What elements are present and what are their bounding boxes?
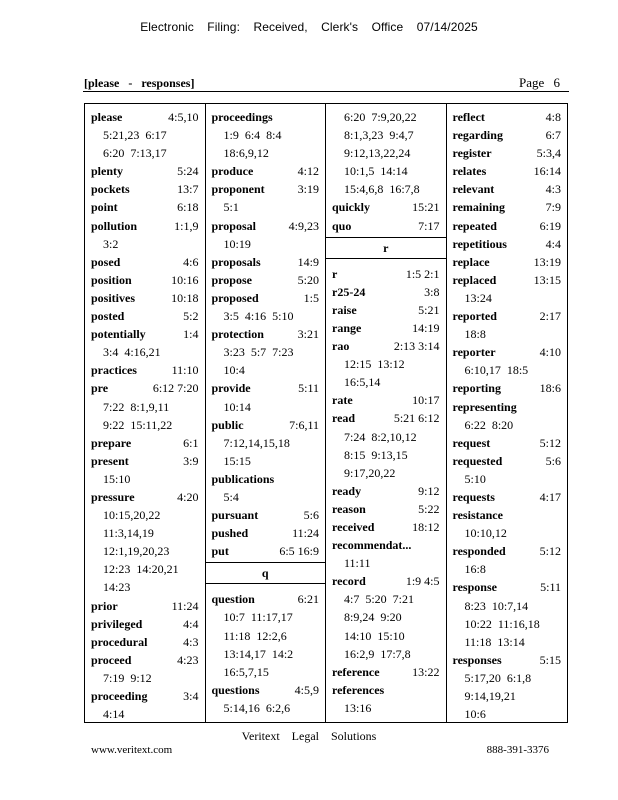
entry-list — [85, 104, 205, 723]
page-line-refs: 16:5,7,15 — [223, 664, 269, 679]
page-line-refs: 13:7 — [177, 182, 199, 197]
page-line-refs: 13:19 — [533, 254, 561, 269]
index-word: put — [211, 544, 229, 559]
index-word: positives — [91, 290, 136, 305]
entry-list — [326, 104, 446, 235]
index-entry — [453, 343, 562, 379]
index-entry — [212, 180, 320, 216]
page-line-refs: 14:23 — [103, 580, 131, 595]
index-entry — [453, 542, 562, 578]
index-entry — [91, 597, 199, 615]
index-entry — [332, 265, 440, 283]
page-line-refs: 6:1 — [183, 435, 199, 450]
page-line-refs: 3:2 — [103, 236, 119, 251]
page-line-refs: 8:9,24 9:20 — [344, 610, 402, 625]
index-entry — [453, 506, 562, 542]
page-line-refs: 1:4 — [183, 327, 199, 342]
page-line-refs: 5:6 — [545, 453, 561, 468]
page-line-refs: 7:9 — [545, 200, 561, 215]
index-word: present — [91, 453, 129, 468]
page-line-refs: 9:17,20,22 — [344, 465, 396, 480]
page-line-refs: 10:16 — [171, 272, 199, 287]
index-word: provide — [211, 381, 251, 396]
page-line-refs: 5:22 — [418, 501, 440, 516]
index-entry — [212, 325, 320, 379]
index-word: raise — [332, 302, 357, 317]
index-word: requested — [452, 453, 503, 468]
index-word: responses — [452, 652, 502, 667]
page-line-refs: 6:22 8:20 — [464, 417, 514, 432]
index-entry — [332, 500, 440, 518]
page-line-refs: 3:23 5:7 7:23 — [223, 345, 294, 360]
index-entry — [212, 162, 320, 180]
footer-company: Veritext Legal Solutions — [241, 729, 377, 743]
page-line-refs: 5:2 — [183, 309, 199, 324]
page-line-refs: 4:3 — [183, 634, 199, 649]
page-line-refs: 5:10 — [464, 471, 486, 486]
index-entry — [453, 126, 562, 144]
entry-list — [206, 104, 326, 560]
page-line-refs: 3:21 — [297, 327, 319, 342]
page-line-refs: 1:9 6:4 8:4 — [223, 128, 282, 143]
page-line-refs: 6:21 — [297, 592, 319, 607]
index-entry — [212, 217, 320, 253]
index-entry — [91, 253, 199, 271]
page-line-refs: 1:9 4:5 — [405, 574, 440, 589]
index-entry — [91, 325, 199, 361]
index-word: record — [332, 574, 366, 589]
page-line-refs: 14:9 — [297, 254, 319, 269]
page-line-refs: 11:3,14,19 — [103, 526, 154, 541]
page-line-refs: 5:14,16 6:2,6 — [223, 700, 291, 715]
index-word: repetitious — [452, 236, 507, 251]
index-word: proposal — [211, 218, 256, 233]
page-line-refs: 11:24 — [171, 598, 199, 613]
index-entry — [453, 217, 562, 235]
index-entry — [332, 572, 440, 662]
index-word: potentially — [91, 327, 146, 342]
index-entry — [453, 651, 562, 723]
page-line-refs: 4:5,10 — [168, 110, 199, 124]
page-line-refs: 4:6 — [183, 254, 199, 269]
page-line-refs: 4:8 — [545, 110, 561, 124]
index-column — [326, 104, 447, 722]
page-line-refs: 5:12 — [539, 435, 561, 450]
index-entry — [212, 253, 320, 271]
index-entry — [332, 409, 440, 481]
index-word: pursuant — [211, 508, 259, 523]
page-line-refs: 2:13 3:14 — [393, 339, 440, 354]
entry-list — [206, 586, 326, 717]
index-word: rate — [332, 393, 353, 408]
index-word: publications — [211, 471, 275, 486]
index-word: replaced — [452, 272, 497, 287]
page-line-refs: 16:8 — [464, 562, 486, 577]
page-line-refs: 7:19 9:12 — [103, 670, 152, 685]
index-entry — [91, 307, 199, 325]
page-line-refs: 3:19 — [297, 182, 319, 197]
index-entry — [453, 379, 562, 397]
index-entry — [212, 542, 320, 560]
index-word: prior — [91, 598, 118, 613]
entry-list — [447, 104, 568, 723]
page-line-refs: 6:10,17 18:5 — [464, 363, 529, 378]
index-entry — [91, 615, 199, 633]
page-line-refs: 5:21 6:12 — [393, 411, 440, 426]
page-line-refs: 3:8 — [424, 284, 440, 299]
index-entry — [453, 235, 562, 253]
index-entry — [453, 180, 562, 198]
index-entry — [453, 108, 562, 126]
index-word: proceeding — [91, 689, 148, 703]
index-word: r — [332, 266, 338, 281]
page-line-refs: 1:5 — [303, 290, 319, 305]
index-entry — [212, 590, 320, 680]
index-word: requests — [452, 489, 495, 504]
index-entry — [91, 651, 199, 687]
index-word: position — [91, 272, 132, 287]
page-line-refs: 6:5 16:9 — [279, 544, 319, 559]
index-word: plenty — [91, 164, 124, 179]
index-entry — [332, 337, 440, 391]
page-line-refs: 10:7 11:17,17 — [223, 610, 293, 625]
index-word: please — [91, 110, 123, 124]
page-line-refs: 9:12,13,22,24 — [344, 146, 411, 161]
page-line-refs: 15:15 — [223, 453, 251, 468]
page-line-refs: 4:5,9 — [294, 682, 319, 697]
page-line-refs: 6:19 — [539, 218, 561, 233]
index-entry — [91, 198, 199, 216]
index-entry — [332, 301, 440, 319]
filing-stamp: Electronic Filing: Received, Clerk's Office 07/14/2025 — [140, 20, 478, 34]
index-entry — [332, 319, 440, 337]
index-entry — [332, 518, 440, 536]
page-line-refs: 1:1,9 — [174, 218, 199, 233]
page-line-refs: 13:22 — [412, 664, 440, 679]
index-entry — [332, 108, 440, 198]
index-entry — [212, 506, 320, 524]
page-line-refs: 5:6 — [303, 508, 319, 523]
index-word: quickly — [332, 200, 371, 215]
index-word: produce — [211, 164, 254, 179]
page-line-refs: 4:4 — [545, 236, 561, 251]
index-entry — [91, 217, 199, 253]
index-word: quo — [332, 218, 352, 233]
page-line-refs: 1:5 2:1 — [405, 266, 440, 281]
index-range-header: [please - responses] — [84, 76, 195, 90]
page-line-refs: 5:3,4 — [536, 146, 561, 161]
index-entry — [91, 361, 199, 379]
page-line-refs: 12:1,19,20,23 — [103, 544, 170, 559]
page-line-refs: 16:14 — [533, 164, 561, 179]
index-word: proceedings — [211, 110, 273, 124]
page-line-refs: 13:16 — [344, 700, 372, 715]
index-word: reference — [332, 664, 380, 679]
page-line-refs: 12:15 13:12 — [344, 357, 405, 372]
page-line-refs: 10:15,20,22 — [103, 508, 161, 523]
page-line-refs: 4:14 — [103, 707, 125, 722]
page-line-refs: 10:10,12 — [464, 526, 507, 541]
page-line-refs: 14:10 15:10 — [344, 628, 405, 643]
index-entry — [212, 416, 320, 470]
page-line-refs: 9:22 15:11,22 — [103, 417, 173, 432]
index-column — [206, 104, 327, 722]
index-entry — [91, 180, 199, 198]
index-word: references — [332, 682, 385, 697]
page-line-refs: 6:7 — [545, 128, 561, 143]
index-word: responded — [452, 544, 506, 559]
index-word: register — [452, 146, 492, 161]
page-line-refs: 4:9,23 — [288, 218, 319, 233]
page-line-refs: 10:22 11:16,18 — [464, 616, 540, 631]
page-line-refs: 9:12 — [418, 483, 440, 498]
index-entry — [332, 283, 440, 301]
page-line-refs: 3:4 — [183, 689, 199, 703]
page-line-refs: 5:11 — [298, 381, 319, 396]
page-line-refs: 4:17 — [539, 489, 561, 504]
page-line-refs: 7:12,14,15,18 — [223, 435, 290, 450]
index-word: request — [452, 435, 491, 450]
index-word: ready — [332, 483, 362, 498]
page-line-refs: 14:19 — [412, 320, 440, 335]
index-word: posted — [91, 309, 125, 324]
index-entry — [453, 198, 562, 216]
index-entry — [91, 289, 199, 307]
index-column — [447, 104, 568, 722]
index-entry — [212, 271, 320, 289]
page-line-refs: 5:12 — [539, 544, 561, 559]
footer-phone: 888-391-3376 — [486, 744, 549, 756]
page-line-refs: 10:1,5 14:14 — [344, 164, 408, 179]
index-word: pollution — [91, 218, 138, 233]
index-word: reflect — [452, 110, 485, 124]
page-line-refs: 5:21 — [418, 302, 440, 317]
page-line-refs: 3:9 — [183, 453, 199, 468]
index-entry — [332, 536, 440, 572]
entry-list — [326, 261, 446, 717]
index-entry — [453, 253, 562, 271]
page-line-refs: 13:14,17 14:2 — [223, 646, 294, 661]
page-line-refs: 5:4 — [223, 489, 239, 504]
index-entry — [332, 663, 440, 681]
index-entry — [91, 687, 199, 723]
index-entry — [212, 108, 320, 162]
index-word: read — [332, 411, 356, 426]
index-word: proceed — [91, 652, 132, 667]
index-entry — [453, 452, 562, 488]
index-entry — [453, 434, 562, 452]
page-number: Page 6 — [518, 75, 560, 90]
index-word: practices — [91, 363, 137, 378]
page-line-refs: 3:5 4:16 5:10 — [223, 309, 294, 324]
page-line-refs: 12:23 14:20,21 — [103, 562, 179, 577]
page-line-refs: 5:17,20 6:1,8 — [464, 670, 532, 685]
index-word: regarding — [452, 128, 503, 143]
index-word: representing — [452, 399, 517, 414]
index-word: prepare — [91, 435, 132, 450]
index-entry — [453, 578, 562, 650]
page-line-refs: 10:17 — [412, 393, 440, 408]
index-entry — [332, 198, 440, 216]
word-index-grid — [84, 103, 568, 723]
page-line-refs: 5:15 — [539, 652, 561, 667]
index-entry — [91, 434, 199, 452]
footer-website: www.veritext.com — [91, 744, 173, 756]
page-line-refs: 11:18 13:14 — [464, 634, 525, 649]
page-line-refs: 18:6,9,12 — [223, 146, 269, 161]
index-entry — [453, 398, 562, 434]
page-line-refs: 16:2,9 17:7,8 — [344, 646, 411, 661]
page-line-refs: 8:23 10:7,14 — [464, 598, 529, 613]
page-line-refs: 18:8 — [464, 327, 486, 342]
page-line-refs: 11:11 — [344, 556, 371, 571]
page-line-refs: 4:20 — [177, 489, 199, 504]
page-line-refs: 13:24 — [464, 290, 492, 305]
index-entry — [332, 482, 440, 500]
index-entry — [453, 488, 562, 506]
index-word: proponent — [211, 182, 265, 197]
index-word: protection — [211, 327, 264, 342]
index-word: repeated — [452, 218, 497, 233]
index-entry — [91, 271, 199, 289]
index-word: pushed — [211, 526, 249, 541]
page-line-refs: 6:20 7:9,20,22 — [344, 110, 417, 124]
index-word: replace — [452, 254, 490, 269]
index-entry — [91, 108, 199, 162]
index-word: posed — [91, 254, 121, 269]
page-line-refs: 18:12 — [412, 519, 440, 534]
index-word: procedural — [91, 634, 148, 649]
page-line-refs: 9:14,19,21 — [464, 689, 516, 703]
page-line-refs: 6:12 7:20 — [152, 381, 199, 396]
index-entry — [453, 271, 562, 307]
index-word: relates — [452, 164, 487, 179]
index-entry — [91, 379, 199, 433]
page-line-refs: 10:19 — [223, 236, 251, 251]
index-entry — [212, 524, 320, 542]
index-word: relevant — [452, 182, 495, 197]
index-word: reason — [332, 501, 366, 516]
index-entry — [212, 289, 320, 325]
header-rule — [83, 91, 569, 92]
page-line-refs: 5:24 — [177, 164, 199, 179]
index-column — [85, 104, 206, 722]
index-entry — [91, 633, 199, 651]
page-line-refs: 15:21 — [412, 200, 440, 215]
index-word: pre — [91, 381, 109, 396]
page-line-refs: 11:18 12:2,6 — [223, 628, 287, 643]
page-line-refs: 7:24 8:2,10,12 — [344, 429, 417, 444]
page-line-refs: 4:3 — [545, 182, 561, 197]
index-word: propose — [211, 272, 252, 287]
index-word: questions — [211, 682, 260, 697]
index-word: recommendat... — [332, 538, 412, 553]
letter-heading: q — [206, 562, 326, 584]
page-line-refs: 11:24 — [292, 526, 319, 541]
page-line-refs: 15:4,6,8 16:7,8 — [344, 182, 420, 197]
page-line-refs: 5:11 — [540, 580, 561, 595]
index-entry — [332, 681, 440, 717]
index-entry — [332, 391, 440, 409]
index-entry — [91, 162, 199, 180]
page-line-refs: 6:20 7:13,17 — [103, 146, 167, 161]
page-line-refs: 4:23 — [177, 652, 199, 667]
index-word: remaining — [452, 200, 505, 215]
index-entry — [212, 681, 320, 717]
index-entry — [453, 162, 562, 180]
page-line-refs: 10:4 — [223, 363, 245, 378]
page-line-refs: 10:14 — [223, 399, 251, 414]
page-line-refs: 13:15 — [533, 272, 561, 287]
page-line-refs: 7:17 — [418, 218, 440, 233]
page-line-refs: 16:5,14 — [344, 375, 381, 390]
page-line-refs: 4:7 5:20 7:21 — [344, 592, 415, 607]
index-entry — [91, 452, 199, 488]
page-line-refs: 4:12 — [297, 164, 319, 179]
index-entry — [332, 217, 440, 235]
index-word: resistance — [452, 508, 503, 523]
index-word: point — [91, 200, 118, 215]
page-line-refs: 6:18 — [177, 200, 199, 215]
index-word: question — [211, 592, 255, 607]
index-word: reporter — [452, 345, 496, 360]
page-line-refs: 18:6 — [539, 381, 561, 396]
index-word: privileged — [91, 616, 143, 631]
index-entry — [453, 144, 562, 162]
index-word: rao — [332, 339, 350, 354]
page-line-refs: 5:21,23 6:17 — [103, 128, 167, 143]
letter-heading: r — [326, 237, 446, 259]
index-entry — [453, 307, 562, 343]
index-word: response — [452, 580, 497, 595]
index-word: proposed — [211, 290, 259, 305]
index-word: proposals — [211, 254, 261, 269]
page-line-refs: 8:1,3,23 9:4,7 — [344, 128, 414, 143]
index-word: r25-24 — [332, 284, 366, 299]
page-line-refs: 15:10 — [103, 471, 131, 486]
page-line-refs: 2:17 — [539, 309, 561, 324]
index-word: range — [332, 320, 362, 335]
index-word: received — [332, 519, 375, 534]
page-line-refs: 3:4 4:16,21 — [103, 345, 161, 360]
page-line-refs: 4:10 — [539, 345, 561, 360]
page-line-refs: 10:18 — [171, 290, 199, 305]
index-word: reporting — [452, 381, 501, 396]
index-entry — [212, 470, 320, 506]
page-line-refs: 11:10 — [171, 363, 199, 378]
page-line-refs: 7:22 8:1,9,11 — [103, 399, 170, 414]
index-entry — [212, 379, 320, 415]
page-line-refs: 4:4 — [183, 616, 199, 631]
index-word: pockets — [91, 182, 130, 197]
page-line-refs: 10:6 — [464, 707, 486, 722]
page-line-refs: 5:20 — [297, 272, 319, 287]
index-entry — [91, 488, 199, 597]
index-word: public — [211, 417, 244, 432]
index-word: reported — [452, 309, 497, 324]
page-line-refs: 7:6,11 — [289, 417, 319, 432]
page-line-refs: 8:15 9:13,15 — [344, 447, 408, 462]
page-line-refs: 5:1 — [223, 200, 239, 215]
index-word: pressure — [91, 489, 135, 504]
